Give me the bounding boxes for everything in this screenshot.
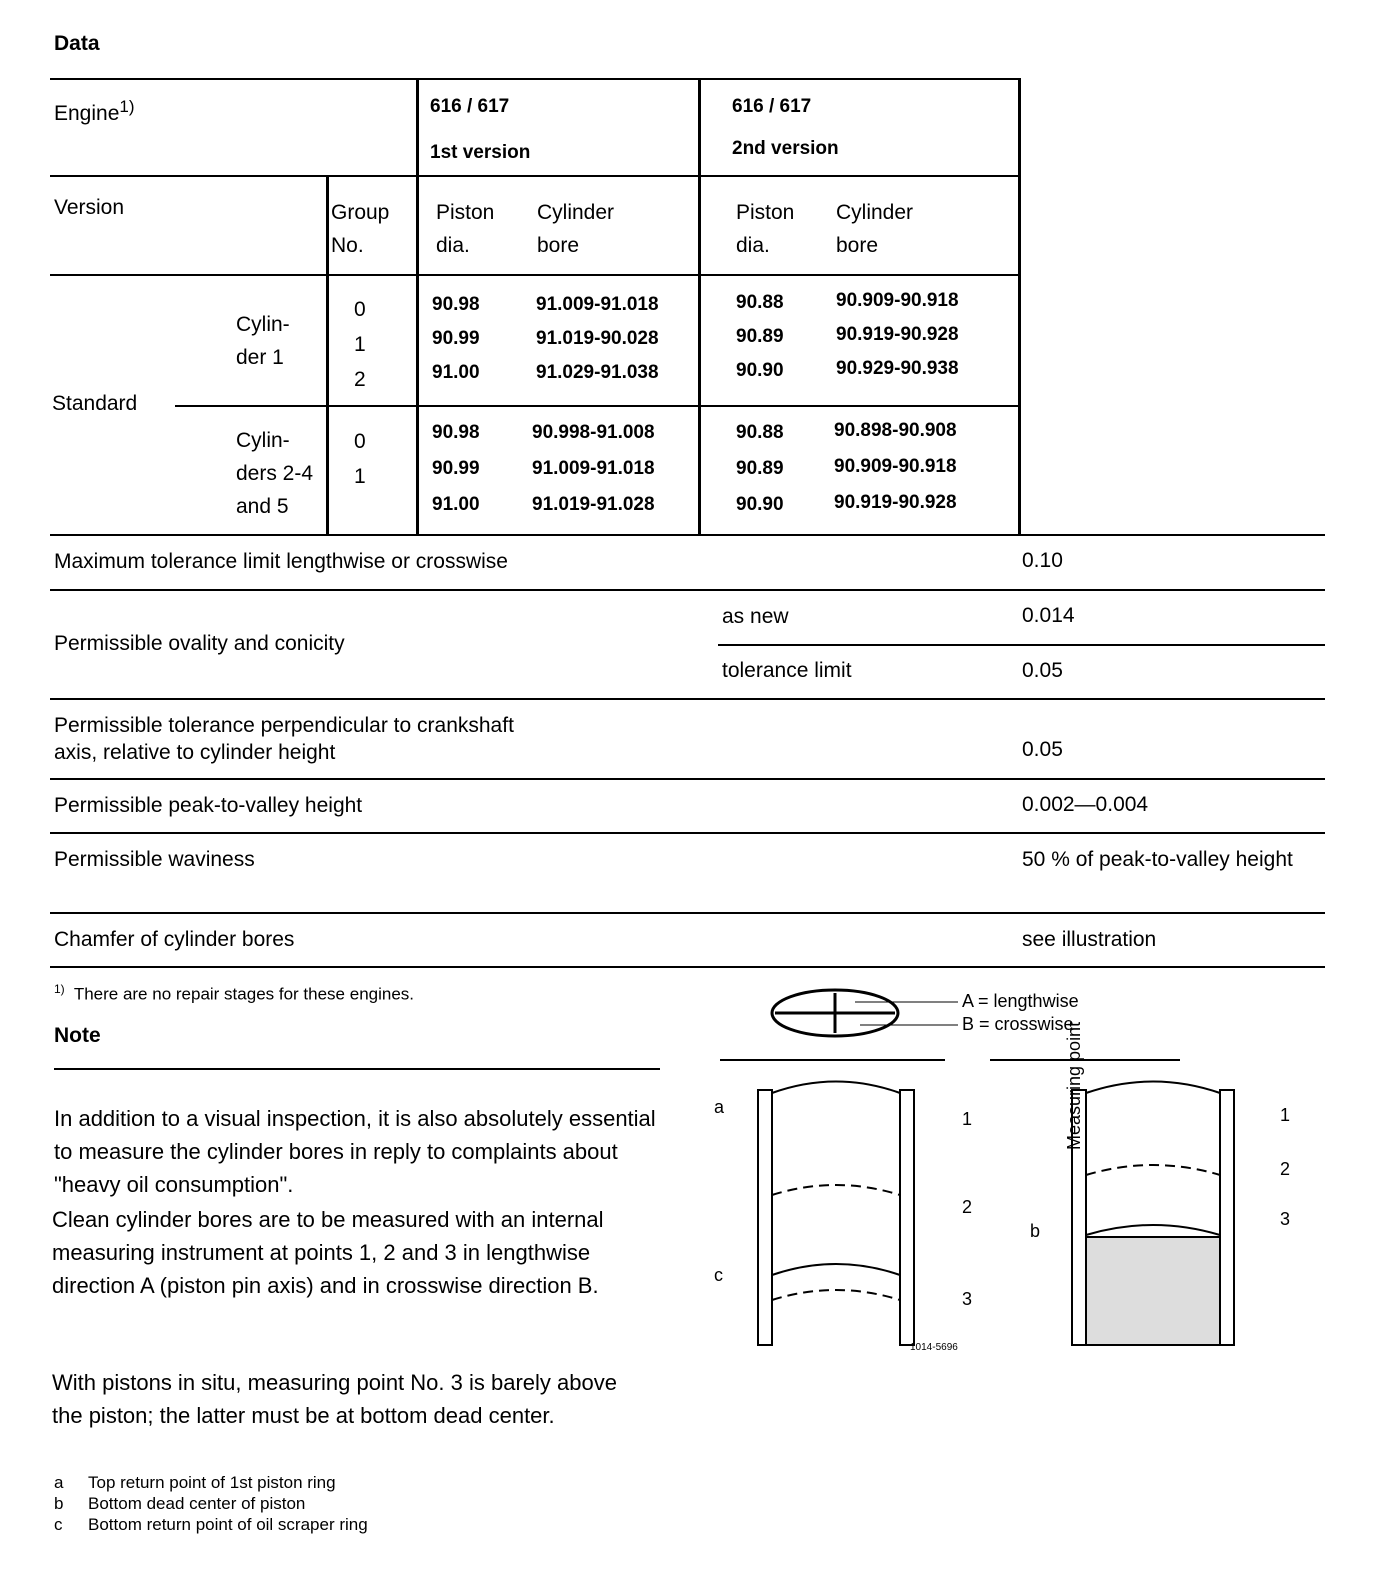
footnote: $^{1)}$ There are no repair stages for these engines. xyxy=(54,982,415,1004)
spec-label: Permissible waviness xyxy=(54,848,255,871)
cyl2-v2-piston: 90.88 90.89 90.90 xyxy=(736,422,784,515)
spec-value: 0.014 xyxy=(1022,604,1075,627)
cyl1-groups: 0 1 2 xyxy=(354,298,366,391)
spec-value: 0.05 xyxy=(1022,738,1063,761)
cyl1-v1-bore: 91.009-91.018 91.019-90.028 91.029-91.038 xyxy=(536,294,659,383)
cyl2-v1-bore: 90.998-91.008 91.009-91.018 91.019-91.028 xyxy=(532,422,655,515)
svg-text:a: a xyxy=(714,1097,725,1117)
version-col1: 1st version xyxy=(430,142,531,163)
note-paragraph: In addition to a visual inspection, it is also absolutely essential to measure the cylinder bores in reply to complaints about "heavy oil consumption". xyxy=(54,1106,656,1197)
spec-sublabel: as new xyxy=(722,605,789,628)
spec-label: Chamfer of cylinder bores xyxy=(54,928,295,951)
cyl2-groups: 0 1 xyxy=(354,430,366,488)
note-paragraph: Clean cylinder bores are to be measured with an internal measuring instrument at points 1, 2 and 3 in lengthwise direction A (piston pin axis) and in crosswise direction B. xyxy=(52,1207,604,1298)
spec-label: Permissible ovality and conicity xyxy=(54,632,345,655)
spec-value: 0.002—0.004 xyxy=(1022,793,1149,816)
cyl2-label: Cylin- ders 2-4 and 5 xyxy=(236,429,314,518)
cyl1-v1-piston: 90.98 90.99 91.00 xyxy=(432,294,480,383)
group-label: Group No. xyxy=(331,201,390,257)
svg-text:3: 3 xyxy=(1280,1209,1291,1229)
cyl2-v1-piston: 90.98 90.99 91.00 xyxy=(432,422,480,515)
svg-text:1014-5696: 1014-5696 xyxy=(910,1342,958,1353)
spec-sublabel: tolerance limit xyxy=(722,659,852,682)
svg-text:2: 2 xyxy=(1280,1159,1291,1179)
svg-text:2: 2 xyxy=(962,1197,973,1217)
engine-col2: 616 / 617 xyxy=(732,96,812,117)
bore-label-2: Cylinder bore xyxy=(836,201,914,257)
note-paragraph: With pistons in situ, measuring point No. 3 is barely above the piston; the latter must be at bottom dead center. xyxy=(52,1370,617,1428)
version-col2: 2nd version xyxy=(732,138,839,159)
spec-label: Permissible peak-to-valley height xyxy=(54,794,363,817)
section-title: Data xyxy=(54,32,100,55)
spec-value: 0.05 xyxy=(1022,659,1063,682)
cyl1-label: Cylin- der 1 xyxy=(236,313,290,369)
piston-label: Piston dia. xyxy=(436,201,495,257)
cyl2-v2-bore: 90.898-90.908 90.909-90.918 90.919-90.928 xyxy=(834,420,957,513)
legend: a Top return point of 1st piston ring b Bottom dead center of piston c Bottom return point of oil scraper ring xyxy=(54,1473,368,1534)
cyl1-v2-piston: 90.88 90.89 90.90 xyxy=(736,292,784,381)
spec-value: 50 % of peak-to-valley height xyxy=(1022,848,1293,871)
note-title: Note xyxy=(54,1024,101,1047)
svg-text:B = crosswise: B = crosswise xyxy=(962,1014,1074,1034)
cyl1-v2-bore: 90.909-90.918 90.919-90.928 90.929-90.938 xyxy=(836,290,959,379)
standard-label: Standard xyxy=(52,392,138,415)
spec-value: 0.10 xyxy=(1022,549,1063,572)
spec-label: Maximum tolerance limit lengthwise or crosswise xyxy=(54,550,508,573)
svg-text:3: 3 xyxy=(962,1289,973,1309)
spec-value: see illustration xyxy=(1022,928,1157,951)
svg-text:Measuring point: Measuring point xyxy=(1064,1021,1084,1150)
svg-text:A = lengthwise: A = lengthwise xyxy=(962,991,1079,1011)
engine-label: Engine$^{1)}$ xyxy=(54,97,135,125)
engine-col1: 616 / 617 xyxy=(430,96,510,117)
piston-label-2: Piston dia. xyxy=(736,201,795,257)
version-label: Version xyxy=(54,196,125,219)
svg-text:c: c xyxy=(714,1265,723,1285)
bore-label: Cylinder bore xyxy=(537,201,615,257)
svg-text:1: 1 xyxy=(962,1109,973,1129)
spec-label: Permissible tolerance perpendicular to crankshaft axis, relative to cylinder height xyxy=(54,714,514,764)
cylinder-measuring-illustration xyxy=(700,975,1320,1375)
svg-text:1: 1 xyxy=(1280,1105,1291,1125)
svg-text:b: b xyxy=(1030,1221,1041,1241)
